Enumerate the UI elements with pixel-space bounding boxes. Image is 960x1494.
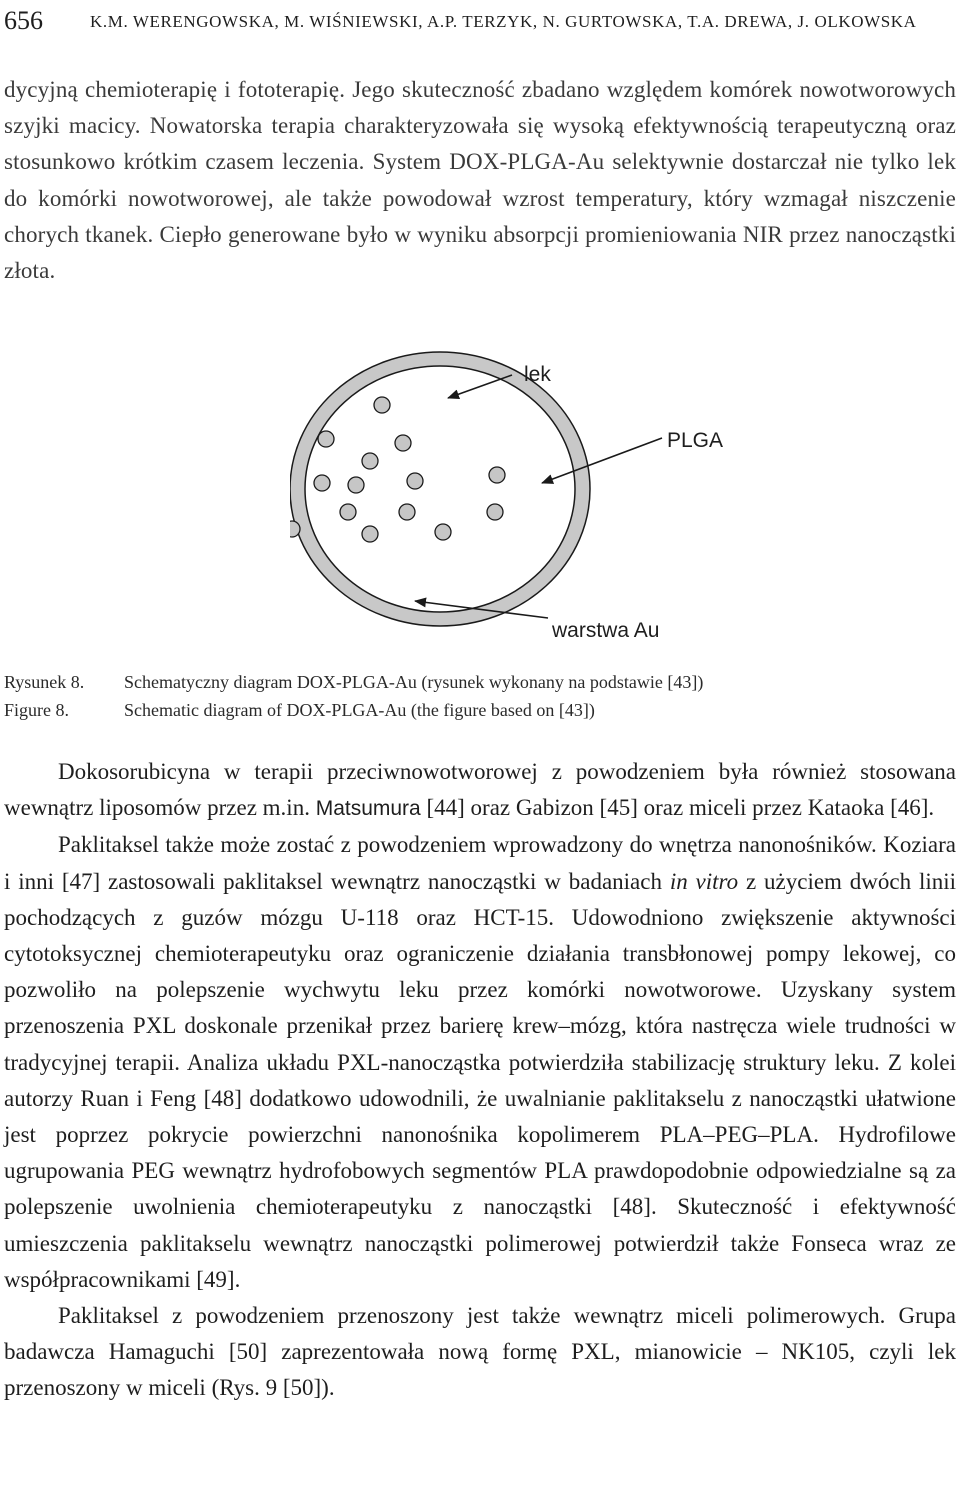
drug-particle-5 [314, 475, 330, 491]
drug-particle-1 [374, 397, 390, 413]
drug-particle-14 [435, 524, 451, 540]
caption-text-en: Schematic diagram of DOX-PLGA-Au (the figure based on [43]) [124, 700, 595, 720]
figure-dox-plga-au-diagram [290, 350, 730, 650]
drug-particle-8 [489, 467, 505, 483]
drug-particle-13 [362, 526, 378, 542]
drug-particle-7 [407, 473, 423, 489]
page-header [4, 4, 956, 40]
running-head-authors: K.M. WERENGOWSKA, M. WIŚNIEWSKI, A.P. TERZYK, N. GURTOWSKA, T.A. DREWA, J. OLKOWSKA [90, 12, 917, 31]
caption-label-pl: Rysunek 8. [4, 672, 85, 692]
paragraph-micelles [4, 1298, 956, 1407]
drug-particle-12 [290, 521, 300, 537]
label-warstwa-au: warstwa Au [552, 619, 660, 642]
label-plga: PLGA [667, 429, 724, 452]
p1-ref-name: Matsumura [315, 797, 421, 821]
drug-particle-3 [395, 435, 411, 451]
caption-text-pl: Schematyczny diagram DOX-PLGA-Au (rysunek wykonany na podstawie [43]) [124, 672, 704, 692]
body-text [4, 754, 956, 1407]
drug-particle-2 [318, 431, 334, 447]
intro-paragraph: dycyjną chemioterapię i fototerapię. Jego skuteczność zbadano względem komórek nowotworowych szyjki macicy. Nowatorska terapia charakteryzowała się wysoką efektywnością terapeutyczną oraz stosunkowo krótkim czasem leczenia. System DOX-PLGA-Au selektywnie dostarczał nie tylko lek do komórki nowotworowej, ale także powodował wzrost temperatury, który wzmagał niszczenie chorych tkanek. Ciepło generowane było w wyniku absorpcji promieniowania NIR przez nanocząstki złota. [4, 77, 956, 284]
diagram-svg [290, 350, 730, 650]
intro-paragraph-block [4, 72, 956, 289]
p3-text: Paklitaksel z powodzeniem przenoszony jest także wewnątrz miceli polimerowych. Grupa badawcza Hamaguchi [50] zaprezentowała nową formę PXL, mianowicie – NK105, czyli lek przenoszony w miceli (Rys. 9 [50]). [4, 1303, 956, 1401]
p1-text-b: [44] oraz Gabizon [45] oraz miceli przez Kataoka [46]. [420, 795, 935, 821]
figure-captions [4, 668, 956, 724]
page-number: 656 [4, 6, 43, 35]
plga-core [305, 366, 575, 612]
label-lek: lek [524, 363, 551, 386]
drug-particle-11 [487, 504, 503, 520]
p2-text-b: z użyciem dwóch linii pochodzących z guzów mózgu U-118 oraz HCT-15. Udowodniono zwiększenie aktywności cytotoksycznej chemioterapeutyku oraz ograniczenie działania transbłonowej pompy lekowej, co pozwoliło na polepszenie wychwytu leku przez komórki nowotworowe. Uzyskany system przenoszenia PXL doskonale przenikał przez barierę krew–mózg, która nastręcza wiele trudności w tradycyjnej terapii. Analiza układu PXL-nanocząstka potwierdziła stabilizację struktury leku. Z kolei autorzy Ruan i Feng [48] dodatkowo udowodnili, że uwalnianie paklitakselu z nanocząstki ułatwione jest poprzez pokrycie powierzchni nanonośnika kopolimerem PLA–PEG–PLA. Hydrofilowe ugrupowania PEG wewnątrz hydrofobowych segmentów PLA prawdopodobnie odpowiedzialne są za polepszenie uwolnienia chemioterapeutyku z nanocząstki [48]. Skuteczność i efektywność umieszczenia paklitakselu wewnątrz nanocząstki polimerowej potwierdził także Fonseca wraz ze współpracownikami [49]. [4, 868, 956, 1292]
drug-particle-9 [340, 504, 356, 520]
paragraph-doxorubicin [4, 754, 956, 827]
p1-text-a: Dokosorubicyna w terapii przeciwnowotworowej z powodzeniem była również stosowana wewnątrz liposomów przez m.in. [4, 759, 956, 821]
drug-particle-4 [362, 453, 378, 469]
caption-polish [4, 668, 956, 696]
p2-italic-in-vitro: in vitro [669, 868, 739, 894]
p2-text-a: Paklitaksel także może zostać z powodzeniem wprowadzony do wnętrza nanonośników. Koziara i inni [47] zastosowali paklitaksel wewnątrz nanocząstki w badaniach [4, 832, 956, 894]
caption-label-en: Figure 8. [4, 700, 69, 720]
paragraph-paclitaxel [4, 827, 956, 1298]
drug-particle-10 [399, 504, 415, 520]
caption-english [4, 696, 956, 724]
drug-particle-6 [348, 477, 364, 493]
